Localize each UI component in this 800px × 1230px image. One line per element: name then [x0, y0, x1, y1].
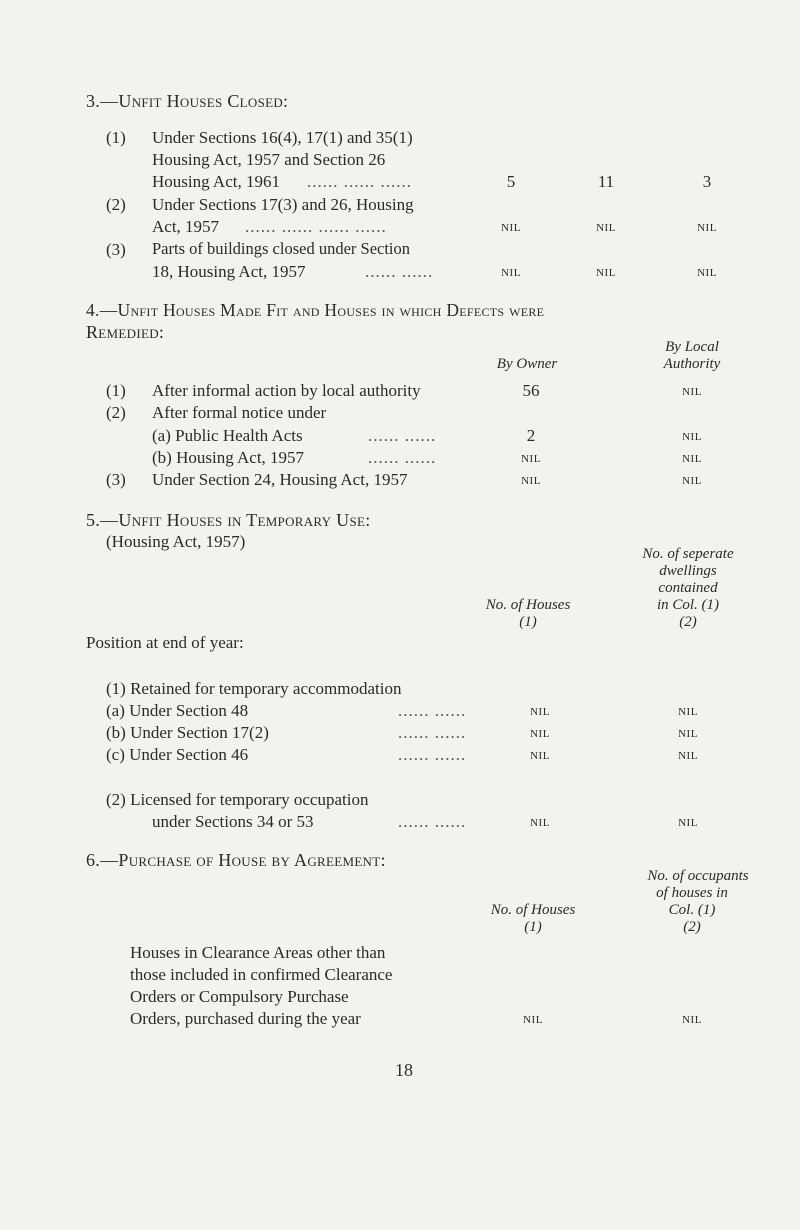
s3-item-2-value-1: nil: [501, 219, 521, 235]
s3-item-3-dots: ...... ......: [365, 262, 434, 281]
s3-item-3-line-1: Parts of buildings closed under Section: [152, 239, 411, 258]
s3-item-1-number: (1): [106, 128, 126, 147]
s5-row-a-dots: ...... ......: [398, 701, 467, 720]
s3-item-1-line-2: Housing Act, 1957 and Section 26: [152, 150, 386, 169]
s4-row-2a-dots: ...... ......: [368, 426, 437, 445]
s5-item-2-dots: ...... ......: [398, 812, 467, 831]
s4-row-2b-label: (b) Housing Act, 1957: [152, 448, 305, 467]
s6-text-line-4: Orders, purchased during the year: [130, 1009, 361, 1028]
s4-row-2a-label: (a) Public Health Acts: [152, 426, 303, 445]
s5-item-1-label: (1) Retained for temporary accommodation: [106, 679, 402, 698]
section-6-title: 6.—Purchase of House by Agreement:: [86, 850, 386, 870]
section-4-title-line-1: 4.—Unfit Houses Made Fit and Houses in which Defects were: [86, 300, 545, 320]
s6-text-line-1: Houses in Clearance Areas other than: [130, 943, 386, 962]
s3-item-1-value-3: 3: [702, 172, 712, 191]
s5-col-2-header-4: in Col. (1): [656, 597, 720, 613]
s5-row-c-value-1: nil: [530, 747, 550, 763]
s3-item-1-dots: ...... ...... ......: [307, 172, 412, 191]
s5-position-label: Position at end of year:: [86, 633, 244, 652]
s3-item-2-line-1: Under Sections 17(3) and 26, Housing: [152, 195, 414, 214]
s4-row-3-label: Under Section 24, Housing Act, 1957: [152, 470, 408, 489]
s4-row-2-label: After formal notice under: [152, 403, 327, 422]
s4-col-la-header-2: Authority: [663, 356, 721, 372]
s3-item-2-number: (2): [106, 195, 126, 214]
section-5-subtitle: (Housing Act, 1957): [106, 532, 246, 551]
s6-value-2: nil: [682, 1011, 702, 1027]
s6-value-1: nil: [523, 1011, 543, 1027]
s4-row-3-la: nil: [682, 472, 702, 488]
s4-col-owner-header: By Owner: [496, 356, 558, 372]
section-3-title: 3.—Unfit Houses Closed:: [86, 91, 289, 111]
s5-row-a-value-1: nil: [530, 703, 550, 719]
s5-item-2-value-2: nil: [678, 814, 698, 830]
s4-row-1-owner: 56: [522, 381, 540, 400]
s6-text-line-3: Orders or Compulsory Purchase: [130, 987, 349, 1006]
s5-row-b-value-1: nil: [530, 725, 550, 741]
s4-row-3-number: (3): [106, 470, 126, 489]
s5-row-b-label: (b) Under Section 17(2): [106, 723, 269, 742]
s6-col-1-number: (1): [524, 919, 542, 935]
s4-row-1-la: nil: [682, 383, 702, 399]
s5-item-2-line-1: (2) Licensed for temporary occupation: [106, 790, 369, 809]
s4-col-la-header-1: By Local: [665, 339, 719, 355]
s5-item-2-value-1: nil: [530, 814, 550, 830]
s3-item-3-value-2: nil: [596, 264, 616, 280]
s5-item-2-line-2: under Sections 34 or 53: [152, 812, 314, 831]
s4-row-3-owner: nil: [521, 472, 541, 488]
s4-row-2a-la: nil: [682, 428, 702, 444]
s3-item-3-value-3: nil: [697, 264, 717, 280]
s6-col-2-number: (2): [683, 919, 701, 935]
section-5-title: 5.—Unfit Houses in Temporary Use:: [86, 510, 371, 530]
s5-row-a-value-2: nil: [678, 703, 698, 719]
s5-col-2-header-1: No. of seperate: [642, 546, 734, 562]
s5-row-c-value-2: nil: [678, 747, 698, 763]
s4-row-2b-dots: ...... ......: [368, 448, 437, 467]
s6-col-1-header: No. of Houses: [490, 902, 576, 918]
s6-col-2-header-2: of houses in: [656, 885, 728, 901]
s5-col-1-number: (1): [519, 614, 537, 630]
s5-row-a-label: (a) Under Section 48: [106, 701, 249, 720]
section-4-title-line-2: Remedied:: [86, 322, 165, 342]
s6-text-line-2: those included in confirmed Clearance: [130, 965, 393, 984]
s4-row-1-number: (1): [106, 381, 126, 400]
s4-row-2b-owner: nil: [521, 450, 541, 466]
s5-col-2-header-2: dwellings: [659, 563, 717, 579]
s5-row-b-dots: ...... ......: [398, 723, 467, 742]
s3-item-1-value-2: 11: [597, 172, 615, 191]
s4-row-1-label: After informal action by local authority: [152, 381, 421, 400]
s5-row-b-value-2: nil: [678, 725, 698, 741]
s3-item-2-dots: ...... ...... ...... ......: [245, 217, 387, 236]
s5-row-c-dots: ...... ......: [398, 745, 467, 764]
s4-row-2b-la: nil: [682, 450, 702, 466]
s5-col-1-header: No. of Houses: [485, 597, 571, 613]
s5-col-2-header-3: contained: [658, 580, 718, 596]
s5-col-2-number: (2): [679, 614, 697, 630]
s5-row-c-label: (c) Under Section 46: [106, 745, 249, 764]
s3-item-3-number: (3): [106, 240, 126, 259]
s6-col-2-header-3: Col. (1): [668, 902, 716, 918]
s6-col-2-header-1: No. of occupants: [647, 868, 749, 884]
s3-item-2-value-3: nil: [697, 219, 717, 235]
s3-item-1-line-3: Housing Act, 1961: [152, 172, 280, 191]
s3-item-1-line-1: Under Sections 16(4), 17(1) and 35(1): [152, 128, 413, 147]
s3-item-2-value-2: nil: [596, 219, 616, 235]
s4-row-2-number: (2): [106, 403, 126, 422]
s3-item-2-line-2: Act, 1957: [152, 217, 220, 236]
s3-item-3-value-1: nil: [501, 264, 521, 280]
s3-item-3-line-2: 18, Housing Act, 1957: [152, 262, 306, 281]
s3-item-1-value-1: 5: [506, 172, 516, 191]
s4-row-2a-owner: 2: [526, 426, 536, 445]
page-number: 18: [395, 1060, 413, 1080]
